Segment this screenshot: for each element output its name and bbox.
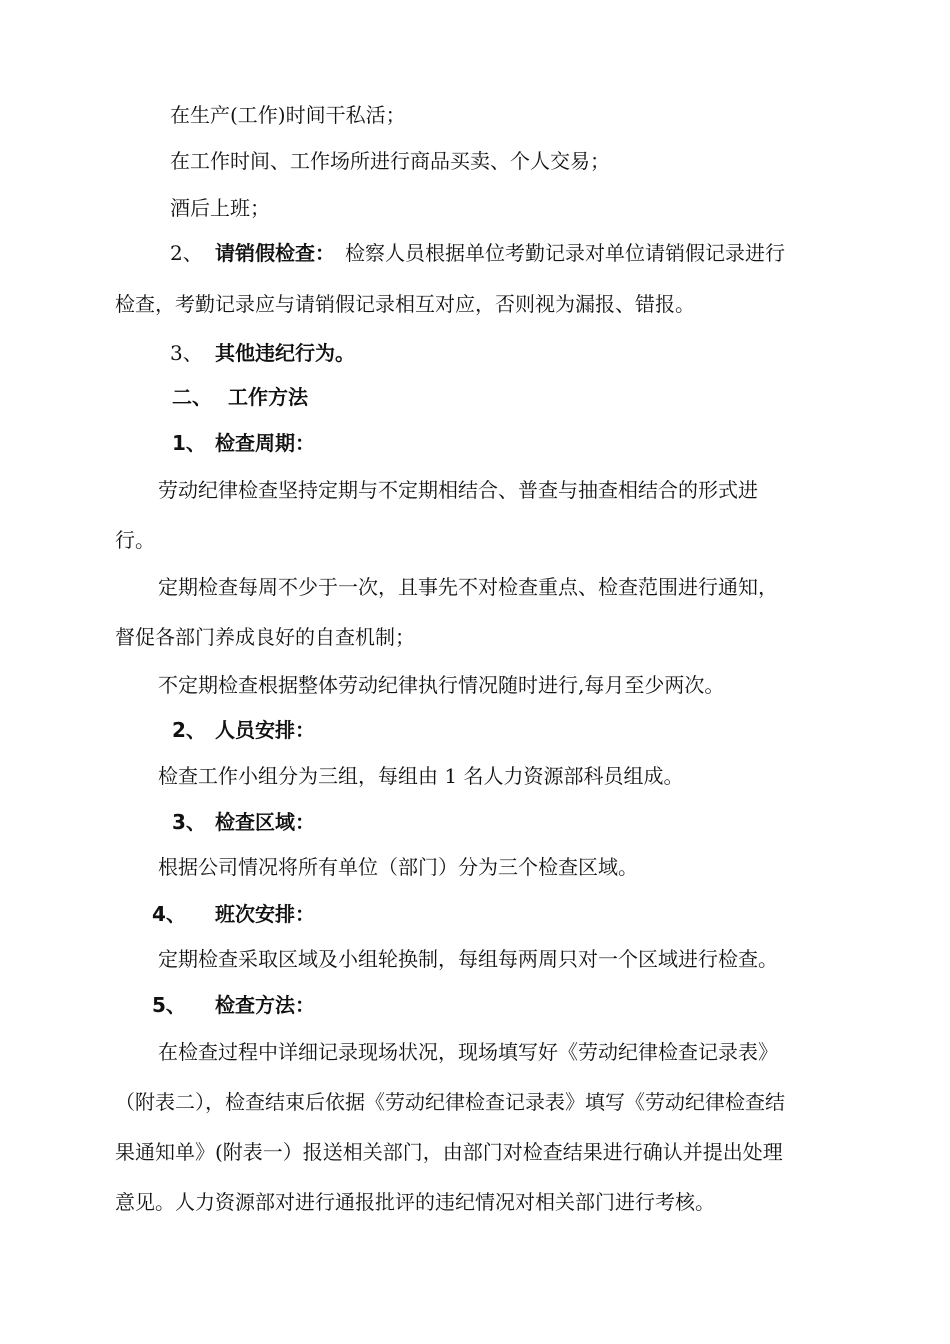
paragraph-text: （附表二），检查结束后依据《劳动纪律检查记录表》填写《劳动纪律检查结 xyxy=(115,1090,785,1114)
section-heading: 检查方法： xyxy=(215,993,315,1017)
section-heading: 班次安排： xyxy=(215,902,315,926)
list-item: 在生产(工作)时间干私活； xyxy=(170,103,406,127)
paragraph-text: 督促各部门养成良好的自查机制； xyxy=(115,625,415,649)
paragraph-text: 定期检查采取区域及小组轮换制，每组每两周只对一个区域进行检查。 xyxy=(158,947,778,971)
paragraph-text: 劳动纪律检查坚持定期与不定期相结合、普查与抽查相结合的形式进 xyxy=(158,478,758,502)
paragraph-text: 定期检查每周不少于一次，且事先不对检查重点、检查范围进行通知， xyxy=(158,575,778,599)
paragraph-text: 意见。人力资源部对进行通报批评的违纪情况对相关部门进行考核。 xyxy=(115,1190,715,1214)
list-number: 1、 xyxy=(172,431,206,455)
paragraph-text: 检查，考勤记录应与请销假记录相互对应，否则视为漏报、错报。 xyxy=(115,292,695,316)
paragraph-text: 不定期检查根据整体劳动纪律执行情况随时进行,每月至少两次。 xyxy=(158,673,725,697)
section-heading: 请销假检查： xyxy=(215,241,335,265)
paragraph-text: 检察人员根据单位考勤记录对单位请销假记录进行 xyxy=(345,241,785,265)
paragraph-text: 检查工作小组分为三组，每组由 1 名人力资源部科员组成。 xyxy=(158,764,684,788)
section-heading: 检查区域： xyxy=(215,810,315,834)
list-item: 在工作时间、工作场所进行商品买卖、个人交易； xyxy=(170,149,610,173)
chapter-number: 二、 xyxy=(172,385,212,409)
section-heading: 人员安排： xyxy=(215,718,315,742)
list-item: 酒后上班； xyxy=(170,196,270,220)
paragraph-text: 根据公司情况将所有单位（部门）分为三个检查区域。 xyxy=(158,855,638,879)
section-heading: 其他违纪行为。 xyxy=(215,341,355,365)
paragraph-text: 行。 xyxy=(115,528,155,552)
list-number: 2、 xyxy=(172,718,206,742)
list-number: 2、 xyxy=(170,241,203,265)
list-number: 5、 xyxy=(152,993,186,1017)
chapter-heading: 工作方法 xyxy=(228,385,308,409)
paragraph-text: 在检查过程中详细记录现场状况，现场填写好《劳动纪律检查记录表》 xyxy=(158,1040,778,1064)
section-heading: 检查周期： xyxy=(215,431,315,455)
list-number: 3、 xyxy=(172,810,206,834)
list-number: 4、 xyxy=(152,902,186,926)
list-number: 3、 xyxy=(170,341,203,365)
paragraph-text: 果通知单》(附表一）报送相关部门，由部门对检查结果进行确认并提出处理 xyxy=(115,1140,783,1164)
